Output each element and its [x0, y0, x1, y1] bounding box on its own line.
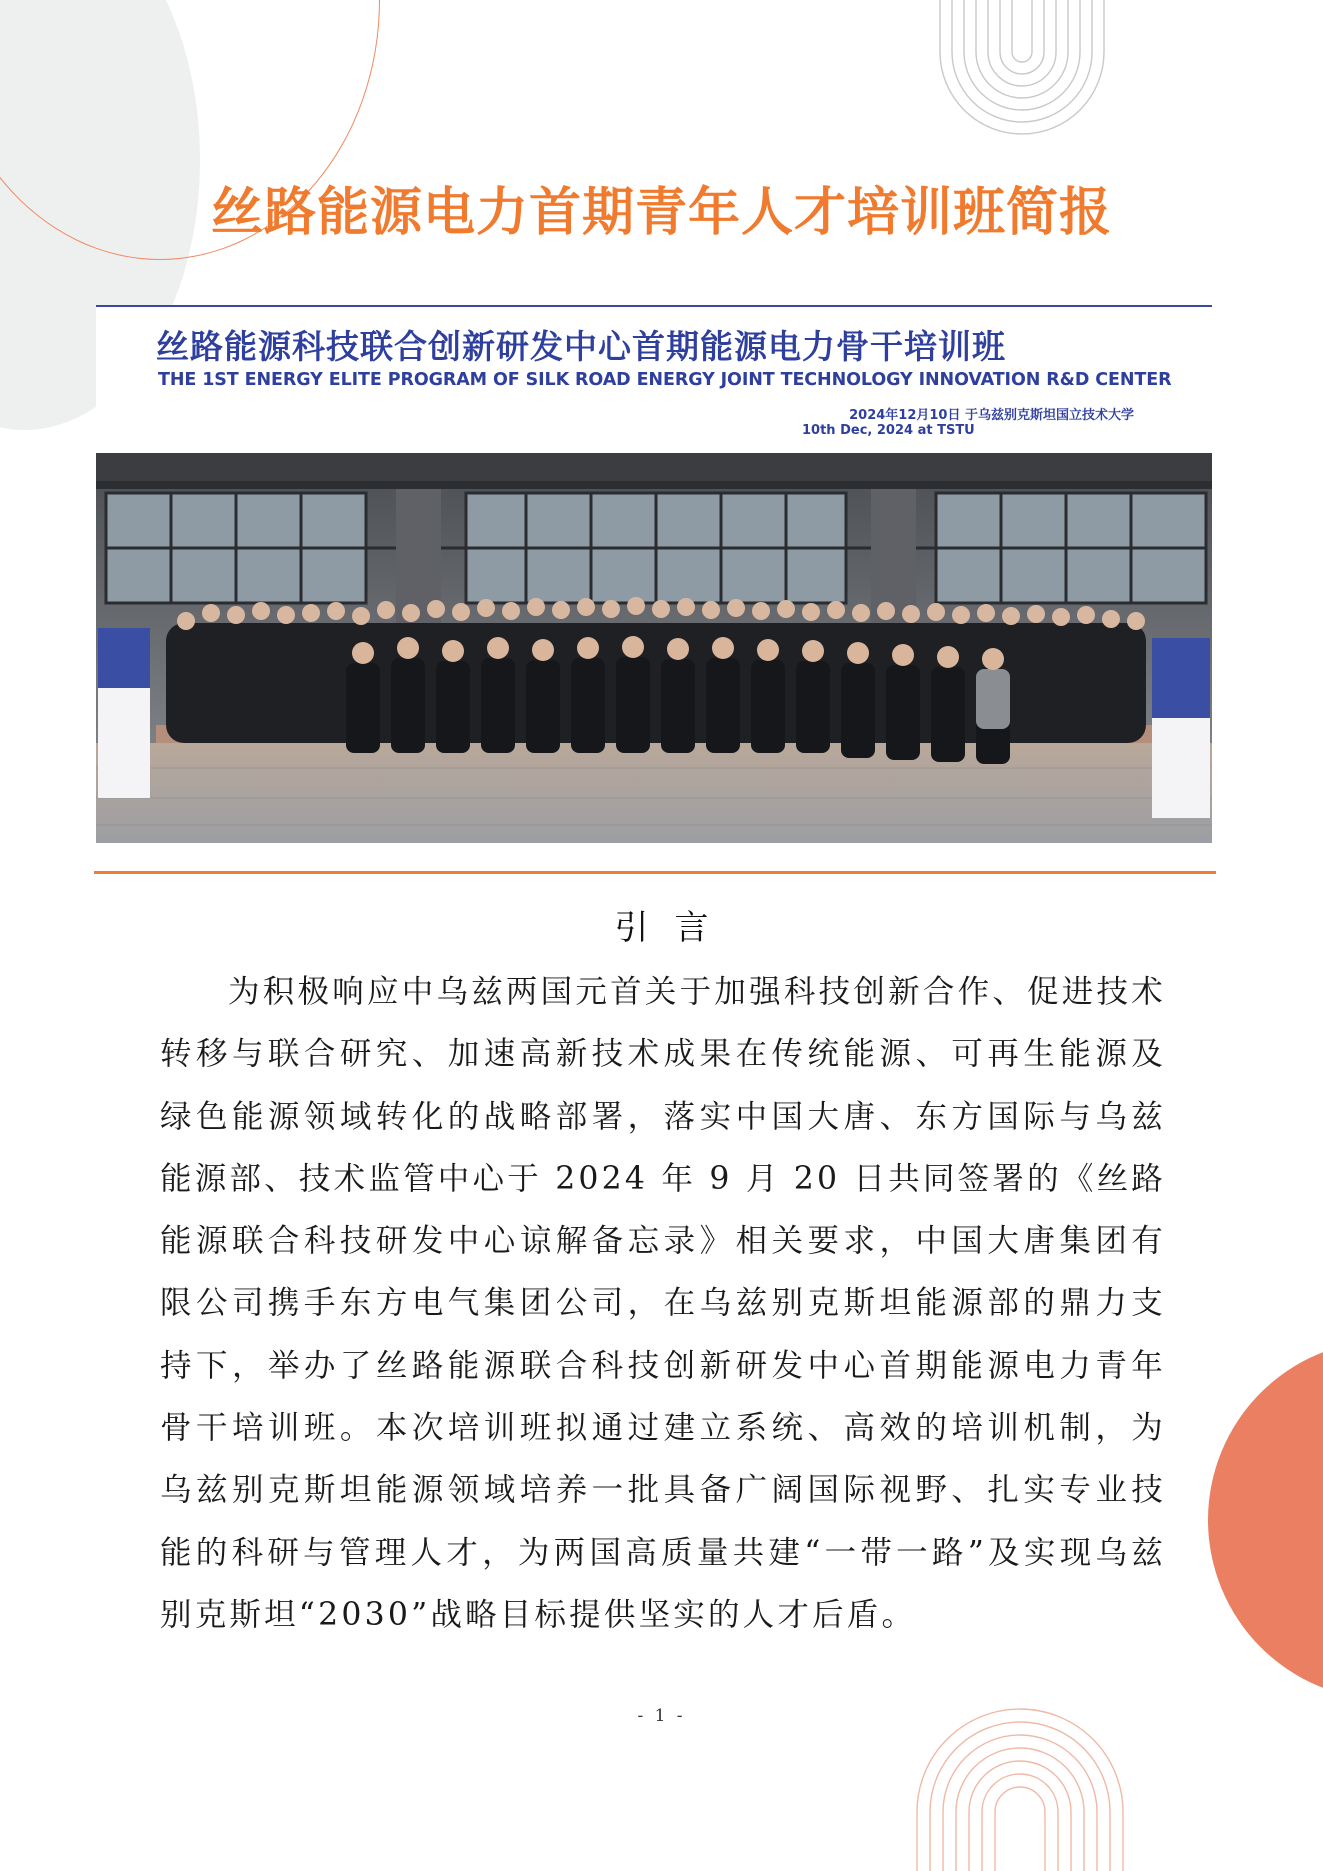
- event-banner: [96, 305, 1212, 455]
- banner-date-en: 10th Dec, 2024 at TSTU: [802, 423, 975, 438]
- document-title: 丝路能源电力首期青年人才培训班简报: [210, 183, 1112, 243]
- decorative-coral-circle: [1208, 1340, 1323, 1700]
- banner-title-en: THE 1ST ENERGY ELITE PROGRAM OF SILK ROAD ENERGY JOINT TECHNOLOGY INNOVATION R&D CENTER: [158, 370, 1172, 390]
- group-photo: [96, 453, 1212, 843]
- banner-title-cn: 丝路能源科技联合创新研发中心首期能源电力骨干培训班: [156, 327, 1006, 366]
- decorative-concentric-arcs-top: [925, 0, 1120, 150]
- section-heading: 引言: [614, 908, 735, 948]
- intro-paragraph: 为积极响应中乌兹两国元首关于加强科技创新合作、促进技术转移与联合研究、加速高新技术成果在传统能源、可再生能源及绿色能源领域转化的战略部署，落实中国大唐、东方国际与乌兹能源部、技术监管中心于 2024 年 9 月 20 日共同签署的《丝路能源联合科技研发中心谅解备忘录》相关要求，中国大唐集团有限公司携手东方电气集团公司，在乌兹别克斯坦能源部的鼎力支持下，举办了丝路能源联合科技创新研发中心首期能源电力青年骨干培训班。本次培训班拟通过建立系统、高效的培训机制，为乌兹别克斯坦能源领域培养一批具备广阔国际视野、扎实专业技能的科研与管理人才，为两国高质量共建“一带一路”及实现乌兹别克斯坦“2030”战略目标提供坚实的人才后盾。: [160, 974, 1166, 1633]
- page-number: - 1 -: [637, 1706, 686, 1726]
- section-divider: [94, 871, 1216, 874]
- banner-date-cn: 2024年12月10日 于乌兹别克斯坦国立技术大学: [849, 408, 1134, 423]
